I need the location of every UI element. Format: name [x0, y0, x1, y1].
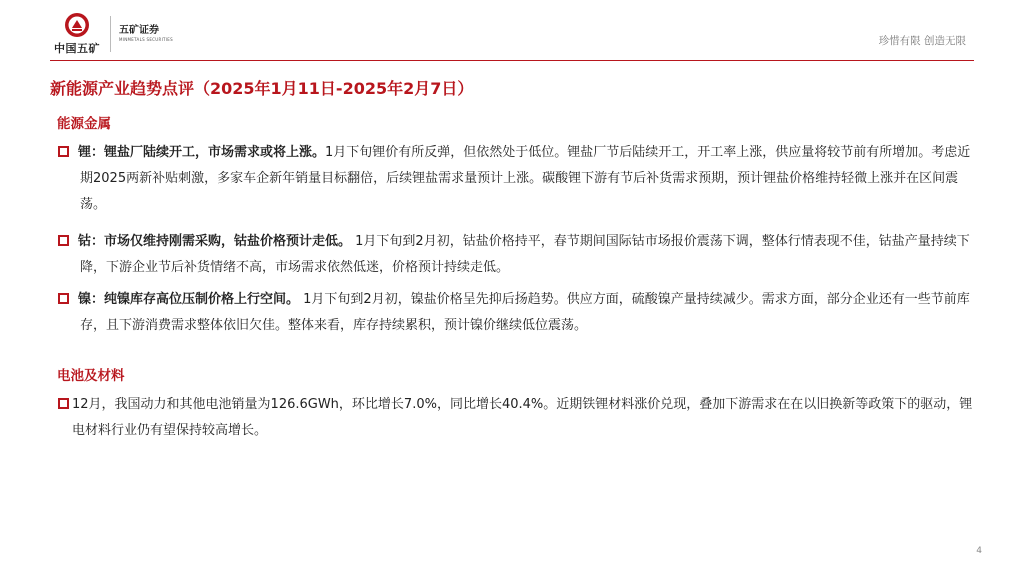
- slogan: 珍惜有限 创造无限: [878, 35, 966, 47]
- header-divider: [50, 60, 974, 61]
- bullet-lead: 锂：锂盐厂陆续开工，市场需求或将上涨。: [78, 145, 326, 160]
- sub-logo-cn: 五矿证券: [119, 25, 159, 36]
- bullet-lithium: [58, 140, 978, 218]
- square-bullet-icon: [58, 398, 69, 409]
- logo-text: 中国五矿: [54, 42, 100, 55]
- page-number: 4: [976, 546, 982, 556]
- logo-main: [50, 12, 104, 56]
- bullet-body: 1月下旬到2月初，镍盐价格呈先抑后扬趋势。供应方面，硫酸镍产量持续减少。需求方面，部分企业还有一些节前库存，且下游消费需求整体依旧欠佳。整体来看，库存持续累积，预计镍价继续低位震荡。: [80, 292, 970, 333]
- page-title: 新能源产业趋势点评（2025年1月11日-2025年2月7日）: [50, 79, 474, 98]
- bullet-body: 1月下旬锂价有所反弹，但依然处于低位。锂盐厂节后陆续开工，开工率上涨，供应量将较节前有所增加。考虑近期2025两新补贴刺激，多家车企新年销量目标翻倍，后续锂盐需求量预计上涨。碳酸锂下游有节后补货需求预期，预计锂盐价格维持轻微上涨并在区间震荡。: [80, 145, 971, 212]
- bullet-cobalt: [58, 229, 978, 281]
- bullet-nickel: [58, 287, 978, 339]
- logo-divider: [110, 16, 111, 52]
- bullet-body: 12月，我国动力和其他电池销量为126.6GWh，环比增长7.0%，同比增长40.4%。近期铁锂材料涨价兑现，叠加下游需求在在以旧换新等政策下的驱动，锂电材料行业仍有望保持较高增长。: [72, 397, 973, 438]
- bullet-lead: 镍：纯镍库存高位压制价格上行空间。: [78, 292, 300, 307]
- sub-logo-en: MINMETALS SECURITIES: [119, 37, 173, 42]
- square-bullet-icon: [58, 293, 69, 304]
- bullet-battery-sales: [58, 392, 978, 444]
- square-bullet-icon: [58, 235, 69, 246]
- section-heading-battery-materials: 电池及材料: [57, 368, 125, 384]
- section-heading-energy-metals: 能源金属: [57, 116, 111, 132]
- bullet-lead: 钴：市场仅维持刚需采购，钴盐价格预计走低。: [78, 234, 352, 249]
- minmetals-emblem-icon: [64, 12, 90, 38]
- square-bullet-icon: [58, 146, 69, 157]
- header-logo: [50, 12, 173, 56]
- sub-logo: [119, 21, 173, 42]
- bullet-body: 1月下旬到2月初，钴盐价格持平，春节期间国际钴市场报价震荡下调，整体行情表现不佳，钴盐产量持续下降，下游企业节后补货情绪不高，市场需求依然低迷，价格预计持续走低。: [80, 234, 970, 275]
